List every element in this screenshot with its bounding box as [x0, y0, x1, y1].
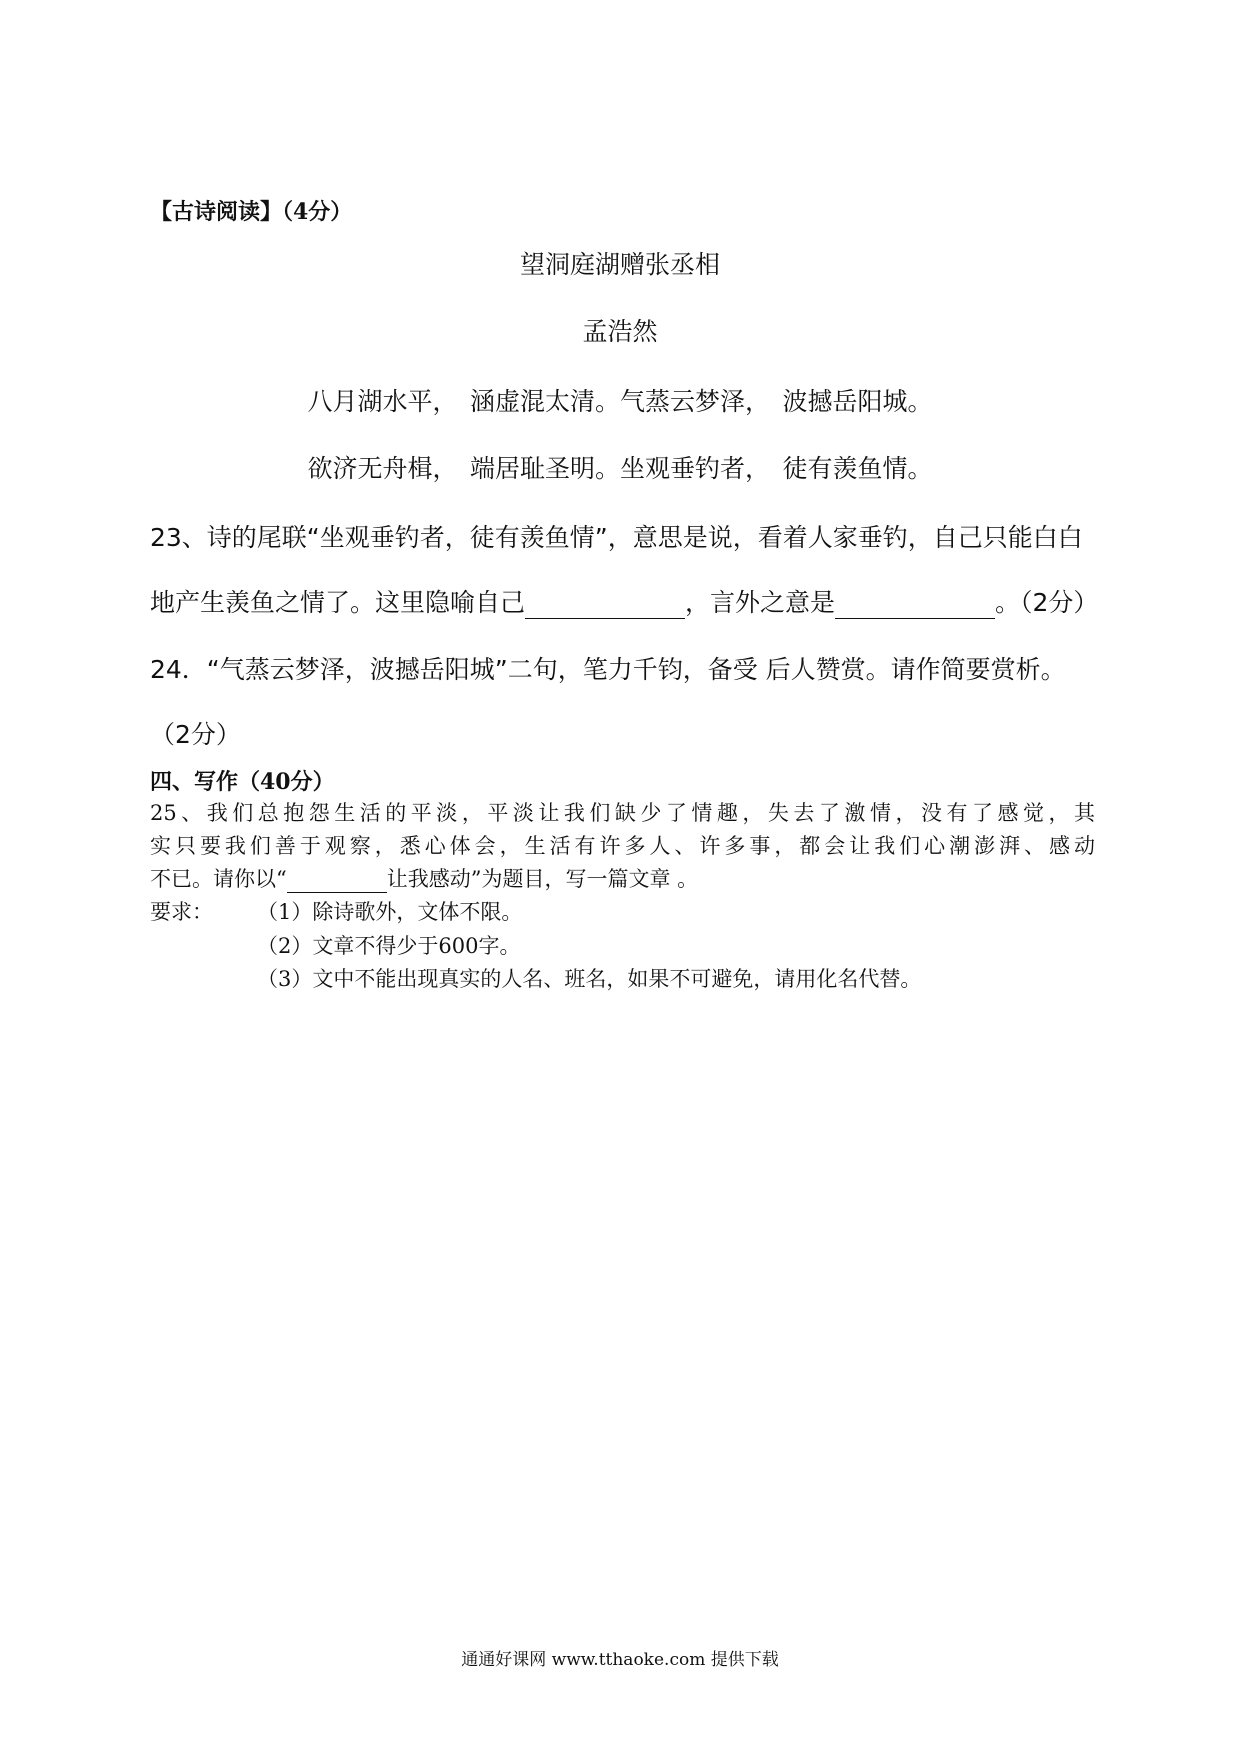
requirement-3: （3）文中不能出现真实的人名、班名，如果不可避免，请用化名代替。	[257, 967, 922, 991]
writing-section-heading: 四、写作（40分）	[150, 769, 335, 795]
writing-prompt-line-3	[150, 863, 698, 893]
question-23-text-b: ，言外之意是	[685, 588, 836, 617]
question-24-points: （2分）	[150, 720, 241, 749]
question-24-line-1: 24．“气蒸云梦泽，波撼岳阳城”二句，笔力千钧，备受 后人赞赏。请作简要赏析。	[150, 655, 1066, 684]
poem-author: 孟浩然	[582, 317, 658, 346]
question-23-text-a: 地产生羡鱼之情了。这里隐喻自己	[150, 588, 526, 617]
question-23-line-1: 23、诗的尾联“坐观垂钓者，徒有羡鱼情”，意思是说，看着人家垂钓，自己只能白白	[150, 523, 1083, 552]
poem-line-1: 八月湖水平， 涵虚混太清。气蒸云梦泽， 波撼岳阳城。	[307, 387, 933, 416]
writing-prompt-text-a: 不已。请你以“	[150, 867, 287, 891]
writing-prompt-line-1: 25、我们总抱怨生活的平淡，平淡让我们缺少了情趣，失去了激情，没有了感觉，其	[150, 801, 1095, 825]
footer-source-note: 通通好课网 www.tthaoke.com 提供下载	[461, 1650, 779, 1670]
answer-blank-1[interactable]	[525, 592, 685, 619]
requirements-label: 要求：	[150, 900, 213, 924]
poem-title: 望洞庭湖赠张丞相	[519, 250, 720, 279]
title-blank[interactable]	[287, 870, 387, 893]
poetry-section-heading: 【古诗阅读】（4分）	[150, 199, 353, 225]
answer-blank-2[interactable]	[835, 592, 995, 619]
question-23-line-2	[150, 583, 1098, 619]
poem-line-2: 欲济无舟楫， 端居耻圣明。坐观垂钓者， 徒有羡鱼情。	[307, 454, 933, 483]
writing-prompt-text-b: 让我感动”为题目，写一篇文章 。	[386, 867, 699, 891]
requirement-2: （2）文章不得少于600字。	[257, 934, 521, 958]
requirement-1: （1）除诗歌外，文体不限。	[257, 900, 523, 924]
writing-prompt-line-2: 实只要我们善于观察，悉心体会，生活有许多人、许多事，都会让我们心潮澎湃、感动	[150, 834, 1095, 858]
question-23-text-c: 。（2分）	[995, 588, 1099, 617]
